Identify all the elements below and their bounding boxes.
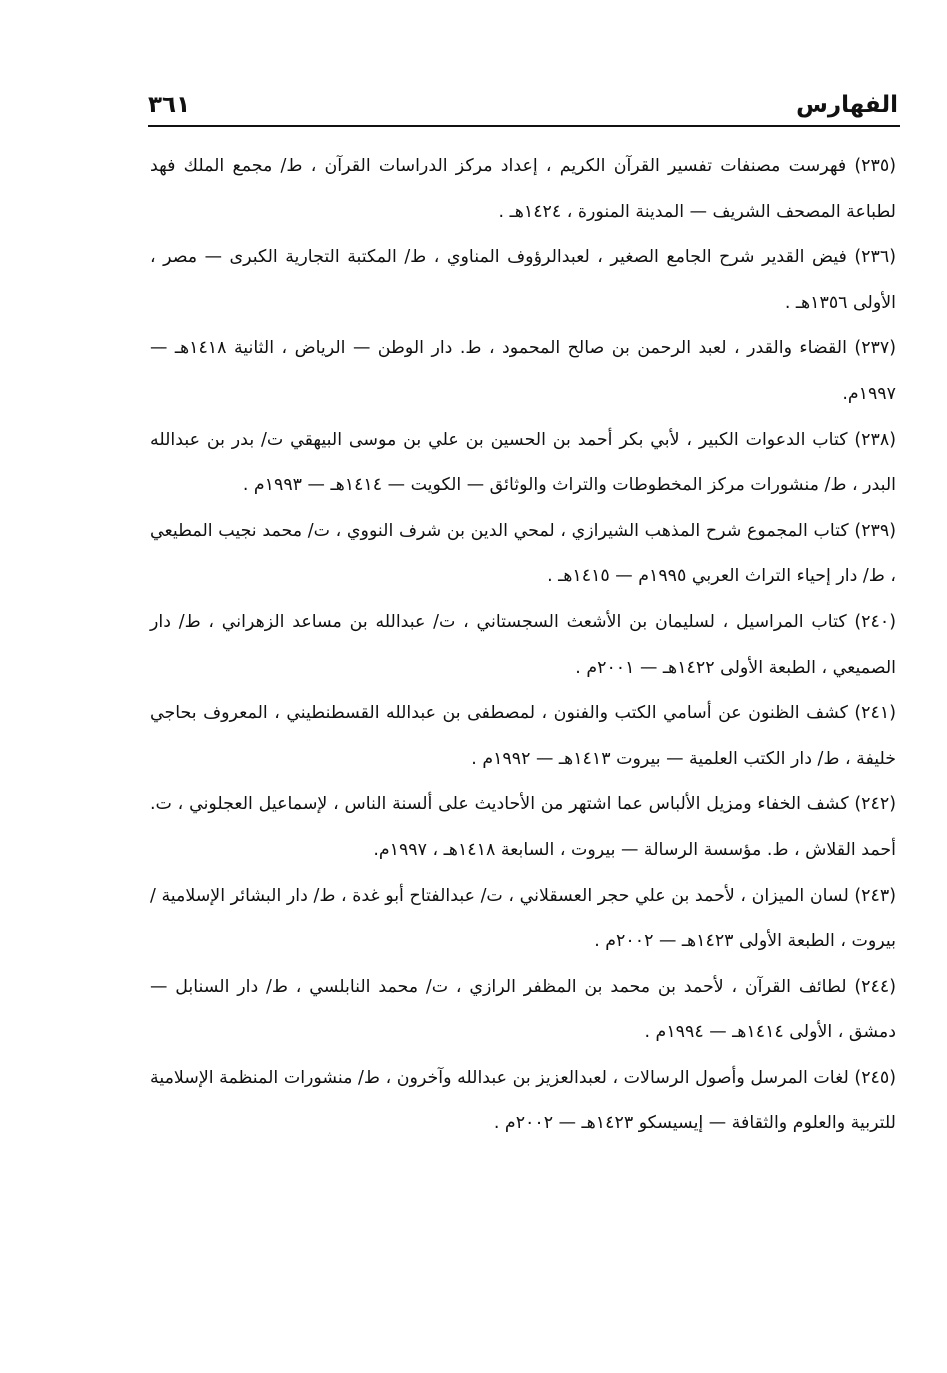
bibliography-entry xyxy=(150,509,896,600)
entry-text: فهرست مصنفات تفسير القرآن الكريم ، إعداد مركز الدراسات القرآن ، ط/ مجمع الملك فهد لطباعة المصحف الشريف — المدينة المنورة ، ١٤٢٤هـ . xyxy=(150,156,896,222)
entry-number: (٢٤٥) xyxy=(854,1067,897,1088)
entry-number: (٢٣٥) xyxy=(854,156,896,176)
entry-number: (٢٣٩) xyxy=(854,520,897,541)
bibliography-entry xyxy=(150,965,896,1056)
bibliography-list xyxy=(150,144,896,1147)
bibliography-entry xyxy=(150,600,896,691)
entry-number: (٢٣٧) xyxy=(854,338,897,359)
entry-number: (٢٤٠) xyxy=(854,611,896,632)
bibliography-entry xyxy=(150,144,896,235)
bibliography-entry xyxy=(150,1056,896,1147)
bibliography-entry xyxy=(150,418,896,509)
entry-number: (٢٤٣) xyxy=(854,885,896,906)
bibliography-entry xyxy=(150,326,896,417)
page-number: ٣٦١ xyxy=(148,92,191,118)
section-title: الفهارس xyxy=(796,92,898,118)
entry-text: لغات المرسل وأصول الرسالات ، لعبدالعزيز بن عبدالله وآخرون ، ط/ منشورات المنظمة الإسلامية للتربية والعلوم والثقافة — إيسيسكو ١٤٢٣هـ — ٢٠٠٢م . xyxy=(150,1067,896,1134)
entry-number: (٢٣٦) xyxy=(854,247,896,268)
entry-text: لسان الميزان ، لأحمد بن علي حجر العسقلاني ، ت/ عبدالفتاح أبو غدة ، ط/ دار البشائر الإسلامية / بيروت ، الطبعة الأولى ١٤٢٣هـ — ٢٠٠٢م . xyxy=(150,885,896,952)
bibliography-entry xyxy=(150,874,896,965)
entry-text: كشف الخفاء ومزيل الألباس عما اشتهر من الأحاديث على ألسنة الناس ، لإسماعيل العجلوني ، ت. أحمد القلاش ، ط. مؤسسة الرسالة — بيروت ، السابعة ١٤١٨هـ ، ١٩٩٧م. xyxy=(150,794,896,860)
entry-number: (٢٤١) xyxy=(854,703,896,724)
entry-text: كتاب المجموع شرح المذهب الشيرازي ، لمحي الدين بن شرف النووي ، ت/ محمد نجيب المطيعي ، ط/ دار إحياء التراث العربي ١٩٩٥م — ١٤١٥هـ . xyxy=(150,520,896,587)
entry-number: (٢٤٢) xyxy=(854,794,896,815)
entry-text: فيض القدير شرح الجامع الصغير ، لعبدالرؤوف المناوي ، ط/ المكتبة التجارية الكبرى — مصر ، الأولى ١٣٥٦هـ . xyxy=(150,247,896,313)
entry-text: كشف الظنون عن أسامي الكتب والفنون ، لمصطفى بن عبدالله القسطنطيني ، المعروف بحاجي خليفة ، ط/ دار الكتب العلمية — بيروت ١٤١٣هـ — ١٩٩٢م . xyxy=(150,703,896,769)
bibliography-entry xyxy=(150,235,896,326)
entry-number: (٢٤٤) xyxy=(854,976,896,997)
running-header xyxy=(148,88,898,122)
entry-text: كتاب المراسيل ، لسليمان بن الأشعث السجستاني ، ت/ عبدالله بن مساعد الزهراني ، ط/ دار الصميعي ، الطبعة الأولى ١٤٢٢هـ — ٢٠٠١م . xyxy=(150,611,896,678)
entry-text: لطائف القرآن ، لأحمد بن محمد بن المظفر الرازي ، ت/ محمد النابلسي ، ط/ دار السنابل — دمشق ، الأولى ١٤١٤هـ — ١٩٩٤م . xyxy=(150,976,896,1043)
entry-text: كتاب الدعوات الكبير ، لأبي بكر أحمد بن الحسين بن علي بن موسى البيهقي ت/ بدر بن عبدالله البدر ، ط/ منشورات مركز المخطوطات والتراث والوثائق — الكويت — ١٤١٤هـ — ١٩٩٣م . xyxy=(150,429,896,496)
bibliography-entry xyxy=(150,691,896,782)
entry-number: (٢٣٨) xyxy=(854,429,896,450)
header-rule xyxy=(148,125,900,127)
entry-text: القضاء والقدر ، لعبد الرحمن بن صالح المحمود ، ط. دار الوطن — الرياض ، الثانية ١٤١٨هـ — ١٩٩٧م. xyxy=(150,338,896,404)
bibliography-entry xyxy=(150,782,896,873)
